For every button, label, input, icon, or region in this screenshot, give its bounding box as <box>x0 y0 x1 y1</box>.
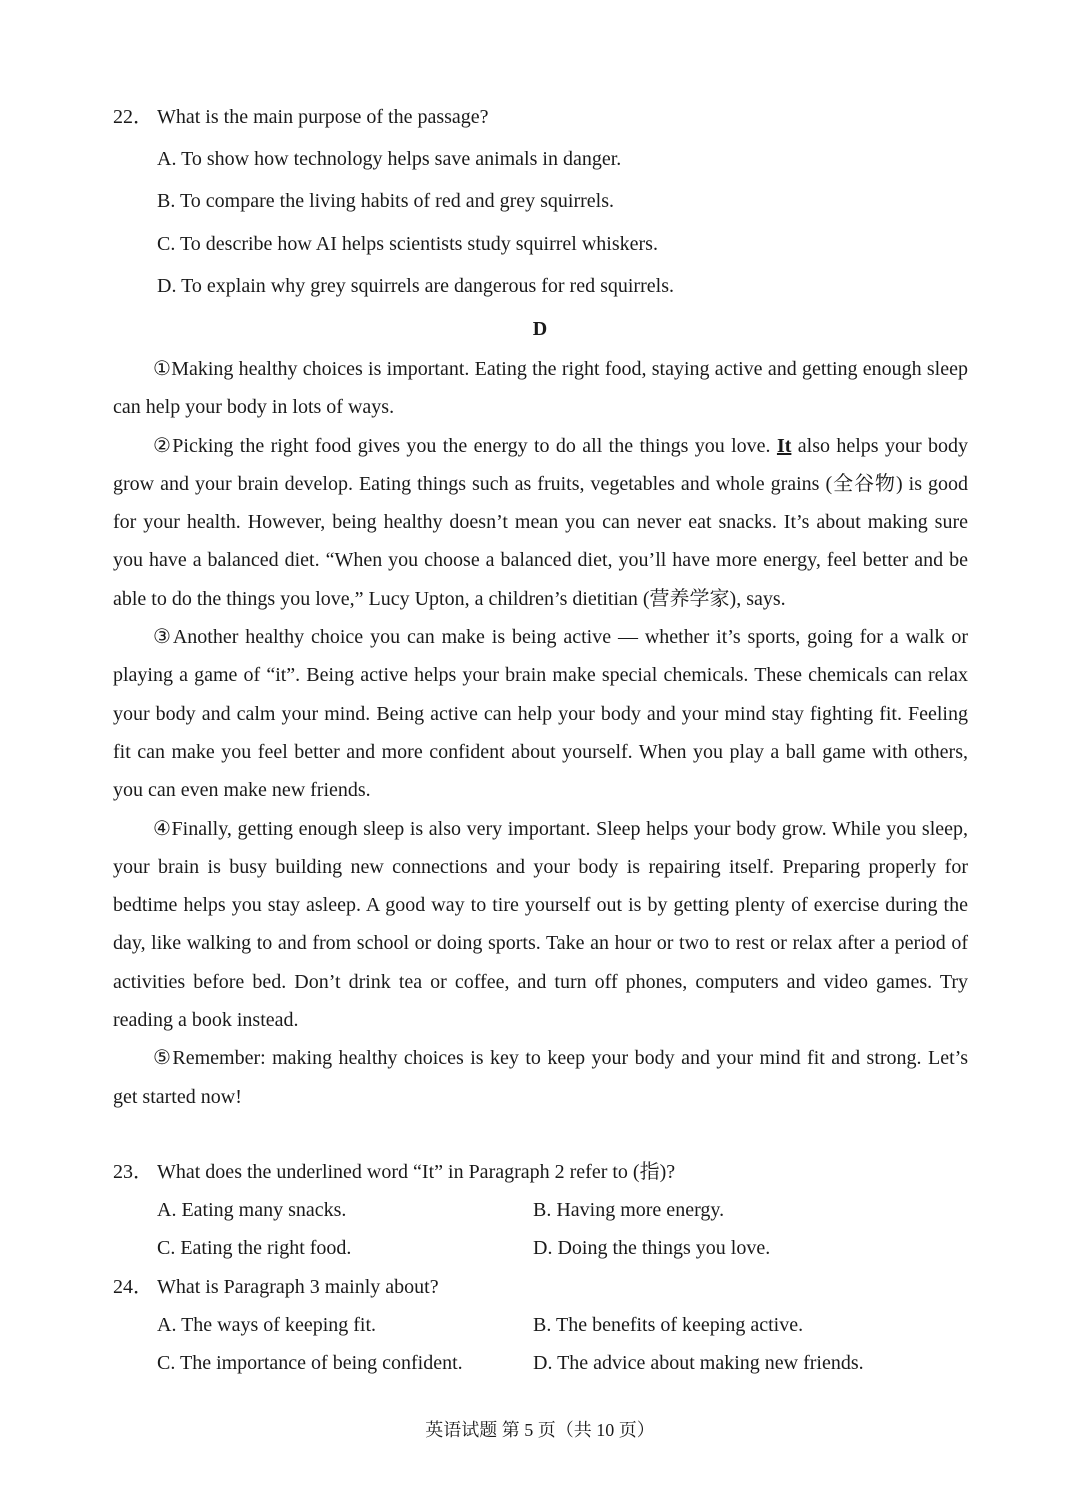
paragraph-4: ④Finally, getting enough sleep is also very important. Sleep helps your body grow. While you sleep, your brain is busy building new connections and your body is repairing itself. Preparing properly for bedtime helps you stay asleep. A good way to tire yourself out is by getting plenty of exercise during the day, like walking to and from school or doing sports. Take an hour or two to rest or relax after a period of activities before bed. Don’t drink tea or coffee, and turn off phones, computers and video games. Try reading a book instead. <box>113 817 968 1032</box>
question-number: 22． <box>113 106 153 128</box>
underlined-word-it: It <box>776 434 792 457</box>
paragraph-2 <box>113 427 968 618</box>
question-text: What is Paragraph 3 mainly about? <box>157 1276 439 1298</box>
page-footer: 英语试题 第 5 页（共 10 页） <box>425 1420 655 1440</box>
question-text: What does the underlined word “It” in Paragraph 2 refer to (指)? <box>157 1161 676 1183</box>
question-24-option-a: A. The ways of keeping fit. <box>157 1314 377 1336</box>
question-23-option-c: C. Eating the right food. <box>157 1237 352 1259</box>
question-23-option-a: A. Eating many snacks. <box>157 1199 347 1221</box>
paragraph-2-start: ②Picking the right food gives you the energy to do all the things you love. <box>153 434 777 457</box>
paragraph-3: ③Another healthy choice you can make is being active — whether it’s sports, going for a walk or playing a game of “it”. Being active helps your brain make special chemicals. These chemicals can relax your body and calm your mind. Being active can help your body and your mind stay fighting fit. Feeling fit can make you feel better and more confident about yourself. When you play a ball game with others, you can even make new friends. <box>113 626 968 802</box>
question-number: 24． <box>113 1276 153 1298</box>
question-22-option-d: D. To explain why grey squirrels are dangerous for red squirrels. <box>157 275 674 297</box>
section-title: D <box>532 318 548 340</box>
paragraph-1: ①Making healthy choices is important. Eating the right food, staying active and getting enough sleep can help your body in lots of ways. <box>113 358 968 419</box>
question-text: What is the main purpose of the passage? <box>157 106 489 128</box>
paragraph-5: ⑤Remember: making healthy choices is key to keep your body and your mind fit and strong. Let’s get started now! <box>113 1047 968 1108</box>
question-22-option-c: C. To describe how AI helps scientists study squirrel whiskers. <box>157 233 658 255</box>
question-23-option-d: D. Doing the things you love. <box>533 1237 771 1259</box>
question-number: 23． <box>113 1161 153 1183</box>
question-24-stem <box>113 1275 439 1299</box>
question-23-stem <box>113 1160 675 1184</box>
passage-d <box>113 350 968 1116</box>
paragraph-2-rest: also helps your body grow and your brain develop. Eating things such as fruits, vegetables and whole grains (全谷物) is good for your health. However, being healthy doesn’t mean you can never eat snacks. It’s about making sure you have a balanced diet. “When you choose a balanced diet, you’ll have more energy, feel better and be able to do the things you love,” Lucy Upton, a children’s dietitian (营养学家), says. <box>113 434 968 610</box>
question-22-option-b: B. To compare the living habits of red and grey squirrels. <box>157 190 615 212</box>
question-22-stem <box>113 105 489 129</box>
question-24-option-d: D. The advice about making new friends. <box>533 1352 864 1374</box>
question-24-option-c: C. The importance of being confident. <box>157 1352 463 1374</box>
question-24-option-b: B. The benefits of keeping active. <box>533 1314 804 1336</box>
question-23-option-b: B. Having more energy. <box>533 1199 725 1221</box>
question-22-option-a: A. To show how technology helps save animals in danger. <box>157 148 622 170</box>
